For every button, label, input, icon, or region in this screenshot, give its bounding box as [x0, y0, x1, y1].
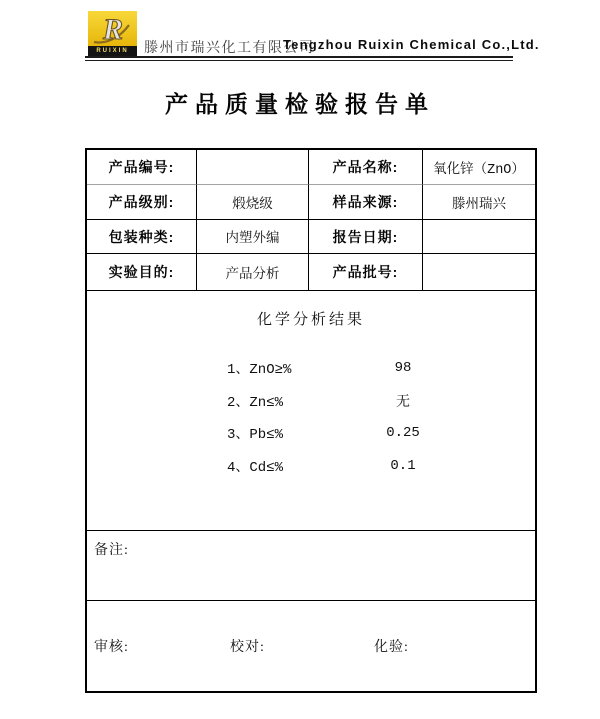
remarks-cell [87, 531, 535, 601]
product-grade-label: 产品级别: [87, 185, 197, 220]
analysis-item-label: 4、Cd≤% [227, 459, 284, 476]
analysis-item-value: 无 [396, 394, 410, 411]
analysis-item-zno [87, 352, 535, 385]
remarks-label: 备注: [94, 543, 129, 558]
analysis-items [87, 352, 535, 482]
review-signature-label: 审核: [94, 640, 129, 655]
experiment-purpose-value: 产品分析 [197, 254, 309, 291]
analysis-item-value: 0.25 [386, 425, 420, 442]
packaging-type-label: 包装种类: [87, 220, 197, 254]
sample-source-value: 滕州瑞兴 [423, 185, 535, 220]
analysis-section-title: 化学分析结果 [256, 312, 365, 328]
product-name-value: 氧化锌（ZnO） [423, 150, 535, 185]
product-code-value [197, 150, 309, 185]
product-code-label: 产品编号: [87, 150, 197, 185]
company-logo [88, 11, 137, 56]
report-date-value [423, 220, 535, 254]
logo-brand-text: RUIXIN [88, 46, 137, 56]
analysis-section [87, 291, 535, 531]
analysis-item-pb [87, 417, 535, 450]
assay-signature-label: 化验: [374, 640, 409, 655]
analysis-item-label: 3、Pb≤% [227, 427, 284, 444]
batch-number-label: 产品批号: [309, 254, 423, 291]
product-name-label: 产品名称: [309, 150, 423, 185]
company-name-en: Tengzhou Ruixin Chemical Co.,Ltd. [283, 37, 540, 52]
analysis-item-zn [87, 385, 535, 418]
page-title: 产品质量检验报告单 [165, 91, 435, 117]
report-date-label: 报告日期: [309, 220, 423, 254]
analysis-item-value: 0.1 [390, 457, 416, 474]
analysis-item-label: 2、Zn≤% [227, 394, 284, 411]
svg-text:R: R [102, 13, 124, 46]
packaging-type-value: 内塑外编 [197, 220, 309, 254]
company-name-cn: 滕州市瑞兴化工有限公司 [144, 41, 315, 56]
analysis-item-cd [87, 450, 535, 483]
logo-r-icon [88, 11, 137, 46]
header-divider [85, 56, 513, 61]
experiment-purpose-label: 实验目的: [87, 254, 197, 291]
signatures-cell [87, 601, 535, 691]
batch-number-value [423, 254, 535, 291]
proofread-signature-label: 校对: [230, 640, 265, 655]
analysis-item-value: 98 [394, 360, 412, 377]
product-grade-value: 煅烧级 [197, 185, 309, 220]
analysis-item-label: 1、ZnO≥% [227, 362, 292, 379]
sample-source-label: 样品来源: [309, 185, 423, 220]
report-table [85, 148, 537, 693]
